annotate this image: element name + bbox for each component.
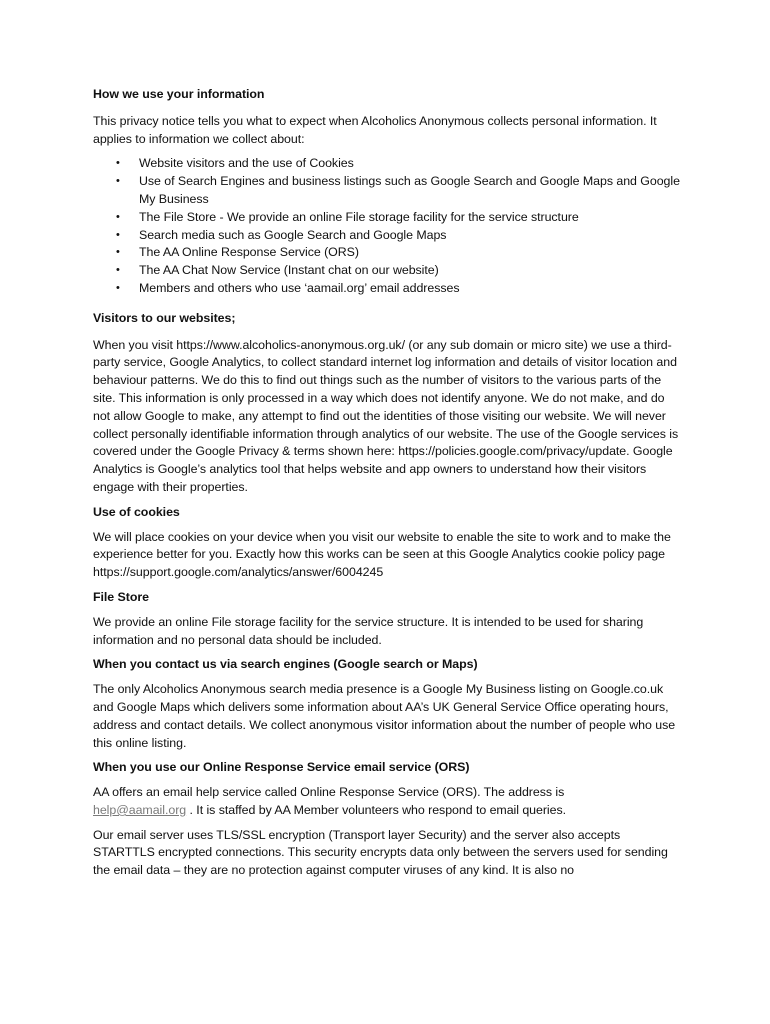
ors-paragraph: AA offers an email help service called Online Response Service (ORS). The address is help@aamail.org . It is staffed by AA Member volunteers who respond to email queries. [93, 785, 567, 817]
list-item: • The AA Online Response Service (ORS) [93, 244, 683, 262]
bullet-icon: • [116, 246, 120, 259]
cookies-paragraph: We will place cookies on your device when you visit our website to enable the site to work and to make the experience better for you. Exactly how this works can be seen at this Google Analytics cookie policy page https://support.google.com/analytics/answer/6004245 [93, 529, 671, 580]
page-title: How we use your information [93, 87, 265, 101]
search-engines-paragraph: The only Alcoholics Anonymous search media presence is a Google My Business listing on Google.co.uk and Google Maps which delivers some information about AA’s UK General Service Office operating hours, address and contact details. We collect anonymous visitor information about the number of people who use this online listing. [93, 682, 676, 750]
cookies-heading: Use of cookies [93, 504, 180, 519]
list-item: • Website visitors and the use of Cookies [93, 155, 683, 173]
file-store-heading: File Store [93, 589, 149, 604]
bullet-icon: • [116, 281, 120, 294]
list-item: • Search media such as Google Search and Google Maps [93, 227, 683, 245]
privacy-notice-page [93, 86, 683, 880]
list-item: • The AA Chat Now Service (Instant chat on our website) [93, 262, 683, 280]
file-store-paragraph: We provide an online File storage facility for the service structure. It is intended to be used for sharing information and no personal data should be included. [93, 614, 644, 647]
visitors-heading: Visitors to our websites; [93, 310, 236, 325]
intro-paragraph: This privacy notice tells you what to expect when Alcoholics Anonymous collects personal information. It applies to information we collect about: [93, 113, 657, 146]
ors-encryption-paragraph: Our email server uses TLS/SSL encryption (Transport layer Security) and the server also accepts STARTTLS encrypted connections. This security encrypts data only between the servers used for sending the email data – they are no protection against computer viruses of any kind. It is also no [93, 827, 668, 878]
bullet-icon: • [116, 228, 120, 241]
list-item: • Use of Search Engines and business listings such as Google Search and Google Maps and Google My Business [116, 174, 680, 206]
bullet-icon: • [116, 157, 120, 170]
list-item: • The File Store - We provide an online File storage facility for the service structure [93, 209, 683, 227]
ors-heading: When you use our Online Response Service email service (ORS) [93, 760, 470, 775]
ors-email-link[interactable]: help@aamail.org [93, 802, 187, 817]
bullet-icon: • [116, 264, 120, 277]
search-engines-heading: When you contact us via search engines (Google search or Maps) [93, 657, 478, 672]
collected-info-list [93, 155, 683, 297]
visitors-paragraph: When you visit https://www.alcoholics-anonymous.org.uk/ (or any sub domain or micro site) we use a third-party service, Google Analytics, to collect standard internet log information and details of visitor location and behaviour patterns. We do this to find out things such as the number of visitors to the various parts of the site. This information is only processed in a way which does not identify anyone. We do not make, and do not allow Google to make, any attempt to find out the identities of those visiting our website. We will never collect personally identifiable information through analytics of our website. The use of the Google services is covered under the Google Privacy & terms shown here: https://policies.google.com/privacy/update. Google Analytics is Google’s analytics tool that helps website and app owners to understand how their visitors engage with their properties. [93, 337, 679, 494]
bullet-icon: • [116, 210, 120, 223]
bullet-icon: • [116, 175, 120, 188]
list-item: • Members and others who use ‘aamail.org’ email addresses [93, 280, 683, 298]
